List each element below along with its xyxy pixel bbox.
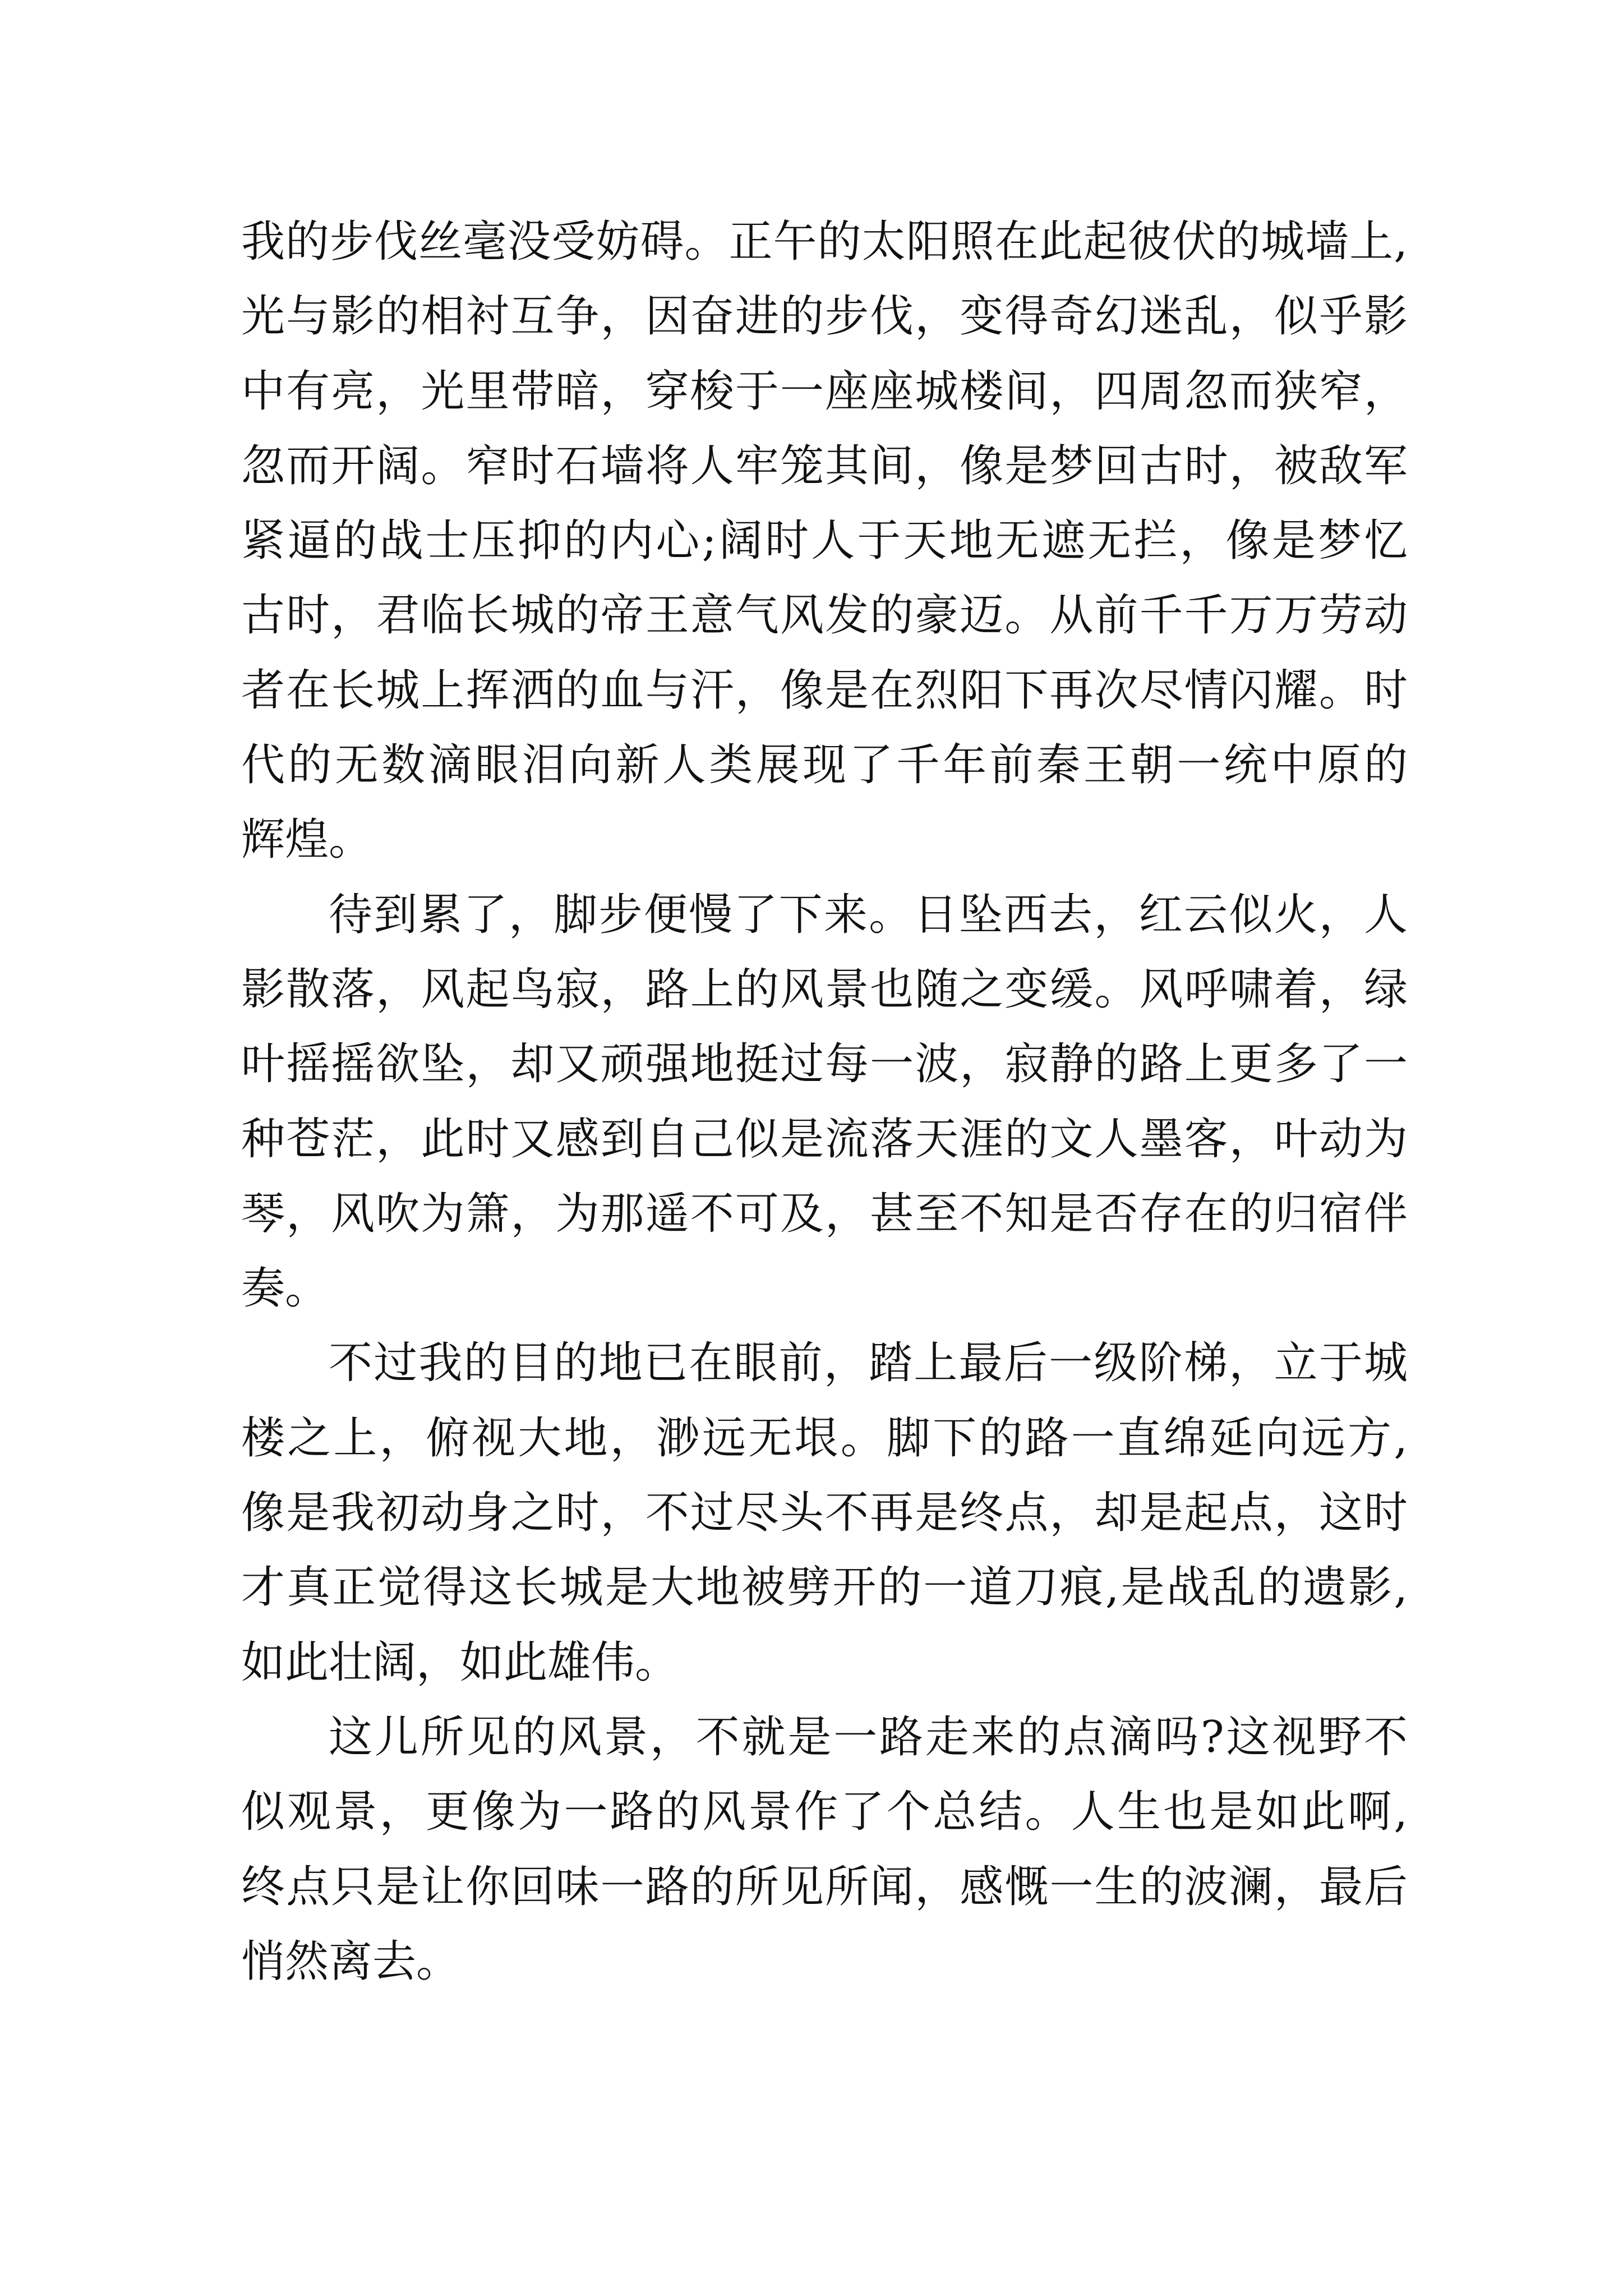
p2-line-5: 琴，风吹为箫，为那遥不可及，甚至不知是否存在的归宿伴 xyxy=(241,1188,1408,1239)
p4-line-3: 终点只是让你回味一路的所见所闻，感慨一生的波澜，最后 xyxy=(241,1861,1408,1912)
p1-line-4: 忽而开阔。窄时石墙将人牢笼其间，像是梦回古时，被敌军 xyxy=(241,440,1408,491)
p1-line-9: 辉煌。 xyxy=(241,815,373,866)
p3-line-2: 楼之上，俯视大地，渺远无垠。脚下的路一直绵延向远方, xyxy=(241,1412,1408,1464)
p1-line-8: 代的无数滴眼泪向新人类展现了千年前秦王朝一统中原的 xyxy=(241,740,1408,791)
p3-line-3: 像是我初动身之时，不过尽头不再是终点，却是起点，这时 xyxy=(241,1488,1408,1539)
body-text xyxy=(241,205,1408,1999)
p4-line-1: 这儿所见的风景，不就是一路走来的点滴吗?这视野不 xyxy=(329,1711,1408,1763)
p3-line-1: 不过我的目的地已在眼前，踏上最后一级阶梯，立于城 xyxy=(329,1338,1408,1389)
p1-line-7: 者在长城上挥洒的血与汗，像是在烈阳下再次尽情闪耀。时 xyxy=(241,665,1408,716)
p2-line-1: 待到累了，脚步便慢了下来。日坠西去，红云似火，人 xyxy=(329,889,1408,940)
p2-line-2: 影散落，风起鸟寂，路上的风景也随之变缓。风呼啸着，绿 xyxy=(241,964,1408,1015)
p1-line-5: 紧逼的战士压抑的内心;阔时人于天地无遮无拦，像是梦忆 xyxy=(241,516,1408,567)
p1-line-3: 中有亮，光里带暗，穿梭于一座座城楼间，四周忽而狭窄， xyxy=(241,366,1408,417)
p1-line-2: 光与影的相衬互争，因奋进的步伐，变得奇幻迷乱，似乎影 xyxy=(241,291,1408,342)
p2-line-6: 奏。 xyxy=(241,1263,329,1314)
p2-line-3: 叶摇摇欲坠，却又顽强地挺过每一波，寂静的路上更多了一 xyxy=(241,1039,1408,1090)
p1-line-1: 我的步伐丝毫没受妨碍。正午的太阳照在此起彼伏的城墙上, xyxy=(241,217,1408,267)
p4-line-2: 似观景，更像为一路的风景作了个总结。人生也是如此啊, xyxy=(241,1787,1408,1838)
p3-line-4: 才真正觉得这长城是大地被劈开的一道刀痕,是战乱的遗影, xyxy=(241,1562,1408,1613)
p4-line-4: 悄然离去。 xyxy=(241,1936,460,1987)
p3-line-5: 如此壮阔，如此雄伟。 xyxy=(241,1637,679,1688)
p1-line-6: 古时，君临长城的帝王意气风发的豪迈。从前千千万万劳动 xyxy=(241,590,1408,641)
p2-line-4: 种苍茫，此时又感到自己似是流落天涯的文人墨客，叶动为 xyxy=(241,1114,1408,1165)
